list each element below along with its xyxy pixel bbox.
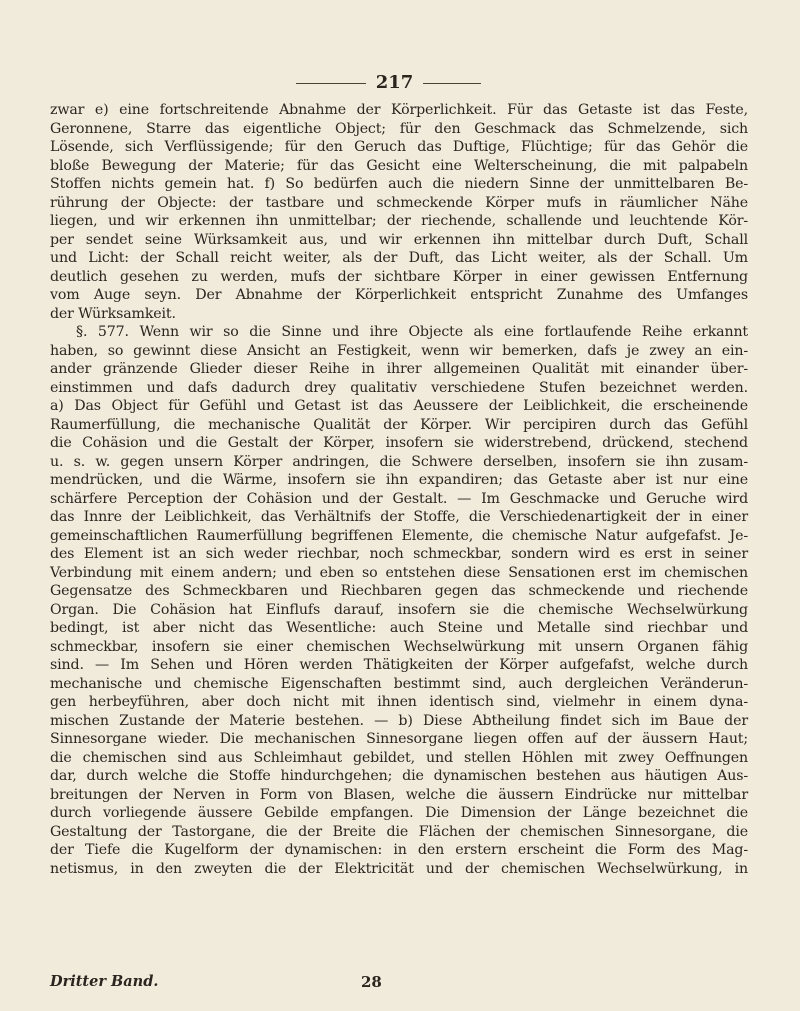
text-line: durch vorliegende äussere Gebilde empfangen. Die Dimension der Länge bezeichnet die	[50, 805, 748, 821]
text-line: a) Das Object für Gefühl und Getast ist das Aeussere der Leiblichkeit, die erscheinende	[50, 398, 748, 414]
text-line: bedingt, ist aber nicht das Wesentliche: auch Steine und Metalle sind riechbar und	[50, 620, 748, 636]
paragraph-start-line: §. 577. Wenn wir so die Sinne und ihre Objecte als eine fortlaufende Reihe erkannt	[76, 324, 748, 340]
text-line: Stoffen nichts gemein hat. f) So bedürfen auch die niedern Sinne der unmittelbaren Be-	[50, 176, 748, 192]
text-line: Raumerfüllung, die mechanische Qualität der Körper. Wir percipiren durch das Gefühl	[50, 416, 748, 433]
text-line: gemeinschaftlichen Raumerfüllung begriffenen Elemente, die chemische Natur aufgefafst. Je-	[50, 527, 748, 544]
signature-mark: 28	[361, 973, 382, 991]
text-line: schärfere Perception der Cohäsion und der Gestalt. — Im Geschmacke und Geruche wird	[50, 490, 748, 507]
text-line: Verbindung mit einem andern; und eben so entstehen diese Sensationen erst im chemischen	[50, 564, 748, 581]
text-line: Gestaltung der Tastorgane, die der Breite die Flächen der chemischen Sinnesorgane, die	[50, 823, 748, 840]
text-line: mendrücken, und die Wärme, insofern sie ihn expandiren; das Getaste aber ist nur eine	[50, 472, 748, 488]
text-line: Geronnene, Starre das eigentliche Object; für den Geschmack das Schmelzende, sich	[50, 120, 748, 137]
text-line: sind. — Im Sehen und Hören werden Thätigkeiten der Körper aufgefafst, welche durch	[50, 657, 748, 673]
text-line: Organ. Die Cohäsion hat Einflufs darauf, insofern sie die chemische Wechselwürkung	[50, 601, 748, 618]
text-line: rührung der Objecte: der tastbare und schmeckende Körper mufs in räumlicher Nähe	[50, 194, 748, 211]
text-line: mischen Zustande der Materie bestehen. — b) Diese Abtheilung findet sich im Baue der	[50, 712, 748, 729]
text-line: vom Auge seyn. Der Abnahme der Körperlichkeit entspricht Zunahme des Umfanges	[50, 287, 748, 303]
page-number: 217	[375, 72, 414, 93]
text-line	[50, 934, 748, 953]
text-line: schmeckbar, insofern sie einer chemischen Wechselwürkung mit unsern Organen fähig	[50, 638, 748, 655]
text-line: netismus, in den zweyten die der Elektricität und der chemischen Wechselwürkung, in	[50, 860, 748, 877]
body-text	[50, 101, 748, 952]
text-line: deutlich gesehen zu werden, mufs der sichtbare Körper in einer gewissen Entfernung	[50, 268, 748, 285]
text-line: bloße Bewegung der Materie; für das Gesicht eine Welterscheinung, die mit palpabeln	[50, 157, 748, 174]
text-line: per sendet seine Würksamkeit aus, und wir erkennen ihn mittelbar durch Duft, Schall	[50, 231, 748, 248]
text-line: u. s. w. gegen unsern Körper andringen, die Schwere derselben, insofern sie ihn zusam-	[50, 453, 748, 470]
text-line: zwar e) eine fortschreitende Abnahme der Körperlichkeit. Für das Getaste ist das Feste,	[50, 102, 748, 118]
text-line: Gegensatze des Schmeckbaren und Riechbaren gegen das schmeckende und riechende	[50, 583, 748, 599]
text-line	[50, 878, 748, 897]
text-line: ander gränzende Glieder dieser Reihe in ihrer allgemeinen Qualität mit einander über-	[50, 361, 748, 377]
volume-title: Dritter Band.	[50, 973, 159, 990]
text-line: der Würksamkeit.	[50, 305, 176, 322]
text-line: das Innre der Leiblichkeit, das Verhältnifs der Stoffe, die Verschiedenartigkeit der in einer	[50, 509, 748, 525]
text-line: des Element ist an sich weder riechbar, noch schmeckbar, sondern wird es erst in seiner	[50, 546, 748, 562]
text-line	[50, 897, 748, 916]
text-line: breitungen der Nerven in Form von Blasen, welche die äussern Eindrücke nur mittelbar	[50, 786, 748, 803]
text-line: haben, so gewinnt diese Ansicht an Festigkeit, wenn wir bemerken, dafs je zwey an ein-	[50, 342, 748, 359]
text-line	[50, 915, 748, 934]
text-line: Lösende, sich Verflüssigende; für den Geruch das Duftige, Flüchtige; für das Gehör die	[50, 139, 748, 155]
text-line: liegen, und wir erkennen ihn unmittelbar; der riechende, schallende und leuchtende Kör-	[50, 213, 748, 229]
text-line: dar, durch welche die Stoffe hindurchgehen; die dynamischen bestehen aus häutigen Aus-	[50, 768, 748, 784]
text-line: und Licht: der Schall reicht weiter, als der Duft, das Licht weiter, als der Schall. Um	[50, 250, 748, 266]
text-line: gen herbeyführen, aber doch nicht mit ihnen identisch sind, vielmehr in einem dyna-	[50, 694, 748, 710]
header-rule-left	[296, 83, 366, 84]
text-line: einstimmen und dafs dadurch drey qualitativ verschiedene Stufen bezeichnet werden.	[50, 379, 748, 396]
text-line: die Cohäsion und die Gestalt der Körper, insofern sie widerstrebend, drückend, stechend	[50, 435, 748, 451]
text-line: Sinnesorgane wieder. Die mechanischen Sinnesorgane liegen offen auf der äussern Haut;	[50, 731, 748, 747]
text-line: der Tiefe die Kugelform der dynamischen: in den erstern erscheint die Form des Mag-	[50, 842, 748, 858]
text-line: mechanische und chemische Eigenschaften bestimmt sind, auch dergleichen Veränderun-	[50, 675, 748, 692]
text-line: die chemischen sind aus Schleimhaut gebildet, und stellen Höhlen mit zwey Oeffnungen	[50, 749, 748, 766]
header-rule-right	[423, 83, 481, 84]
